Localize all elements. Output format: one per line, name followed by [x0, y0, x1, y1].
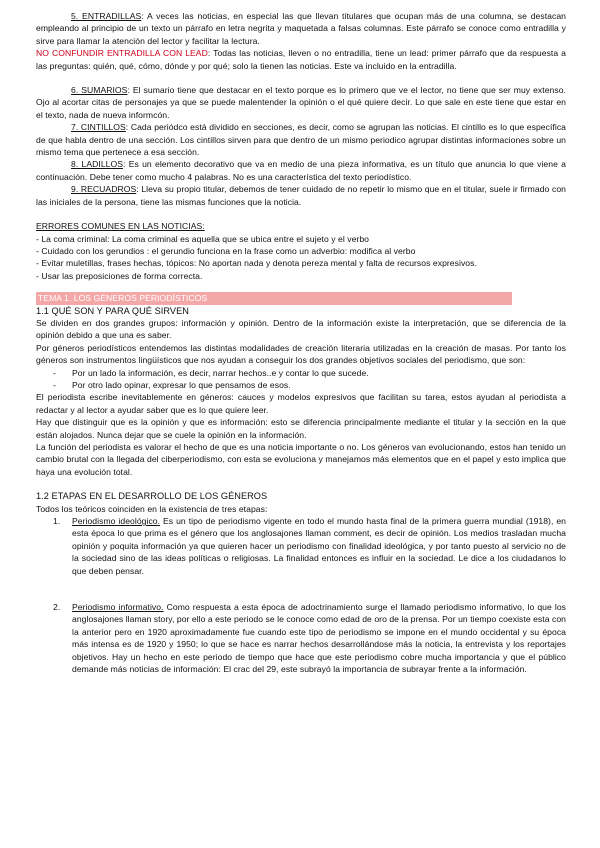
list-item — [36, 601, 566, 675]
errors-item: - Usar las preposiciones de forma correcta. — [36, 270, 203, 281]
list-item — [36, 515, 566, 577]
list-item: - Por un lado la información, es decir, narrar hechos..e y contar lo que sucede. — [36, 367, 566, 379]
item-number: 2. — [53, 602, 61, 613]
section-cintillos — [36, 121, 566, 158]
section-title: 9. RECUADROS — [71, 184, 137, 195]
subheading-1-1: 1.1 QUÉ SON Y PARA QUÉ SIRVEN — [36, 305, 189, 316]
paragraph: Todos los teóricos coinciden en la existencia de tres etapas: — [36, 503, 268, 514]
errors-item: - Cuidado con los gerundios : el gerundio funciona en la frase como un adverbio: modifica al verbo — [36, 245, 416, 256]
item-text: Es un tipo de periodismo vigente en todo el mundo hasta final de la primera guerra mundial (1918), en esta época lo que prima es el género que los anglosajones llaman comment, es decir de opinión. Los medios trasladan mucha opinión y poquita información ya que quieren hacer un periodismo con finalidad ideológica, y por tanto puesto al servicio no de la sociedad sino de las ideas políticas o religiosas. La finalidad entonces es influir en la sociedad. Le dice a los ciudadanos lo que deben pensar. — [72, 516, 567, 576]
stages-list — [36, 515, 566, 675]
subheading-1-2: 1.2 ETAPAS EN EL DESARROLLO DE LOS GÉNEROS — [36, 491, 268, 502]
paragraph: Se dividen en dos grandes grupos: información y opinión. Dentro de la información existe la interpretación, que se diferencia de la opinión debido a que una es saber. — [36, 317, 566, 341]
errors-item: - La coma criminal: La coma criminal es aquella que se ubica entre el sujeto y el verbo — [36, 233, 369, 244]
dash-list — [36, 367, 566, 392]
section-text: : Es un elemento decorativo que va en medio de una pieza informativa, es un título que anuncia lo que viene a continuación. Debe tener como mucho 4 palabras. No es una característica del texto periodístico. — [36, 159, 567, 182]
section-text: : A veces las noticias, en especial las que llevan titulares que ocupan más de una columna, se destacan empleando al principio de un texto un párrafo en letra negrita y maquetada a falsas columnas. Este párrafo se conoce como entradilla y sirve para llamar la atención del lector y facilitar la lectura. — [36, 11, 566, 46]
errors-title: ERRORES COMUNES EN LAS NOTICIAS: — [36, 221, 205, 232]
paragraph: El periodista escribe inevitablemente en géneros: cauces y modelos expresivos que facilitan su tarea, estos ayudan al periodista a redactar y al lector a ayudar saber que es lo que quiere leer. — [36, 392, 566, 415]
section-recuadros — [36, 183, 566, 208]
section-entradillas — [36, 10, 566, 47]
paragraph: Por géneros periodísticos entendemos las distintas modalidades de creación literaria utilizadas en la creación de masas. Por tanto los géneros son instrumentos lingüísticos que nos ayudan a conseguir los dos grandes objetivos sociales del periodismo, que son: — [36, 342, 566, 366]
section-text: : Lleva su propio titular, debemos de tener cuidado de no repetir lo mismo que en el titular, suele ir firmado con las iniciales de la persona, tiene las mismas funciones que la noticia. — [36, 184, 566, 207]
paragraph: Hay que distinguir que es la opinión y que es información: esto se diferencia principalmente mediante el titular y la sección en la que están alojados. Nunca dejar que se cuele la opinión en la información. — [36, 417, 566, 440]
section-title: 7. CINTILLOS — [71, 122, 126, 133]
section-ladillos — [36, 158, 566, 183]
section-text: : Cada periódco está dividido en secciones, es decir, como se agrupan las noticias. El cintillo es lo que específica de que habla dentro de una sección. Los cintillos sirven para que dentro de un mismo periodico agrupar distintas informaciones sobre un mismo tema que pertenece a esa sección. — [36, 122, 566, 158]
chapter-heading-band: TEMA 1. LOS GÉNEROS PERIODÍSTICOS — [36, 292, 512, 304]
warning-paragraph — [36, 47, 566, 72]
section-title: 8. LADILLOS — [71, 159, 124, 170]
section-title: 5. ENTRADILLAS — [71, 11, 142, 21]
section-text: : El sumario tiene que destacar en el texto porque es lo primero que ve el lector, no tiene que ser muy extenso. Ojo al acortar citas de personajes ya que se puede malentender la opinión o el qué quiere decir. Lo que sale en este tiene que estar en el texto, nada de nueva informcón. — [36, 85, 566, 120]
list-item: - Por otro lado opinar, expresar lo que pensamos de esos. — [36, 379, 566, 391]
item-number: 1. — [53, 516, 61, 527]
section-title: 6. SUMARIOS — [71, 85, 128, 96]
item-title: Periodismo informativo. — [72, 602, 164, 613]
section-sumarios — [36, 84, 566, 121]
item-text: Como respuesta a esta época de adoctrinamiento surge el llamado periodismo informativo, lo que los anglosajones llaman story, por ello a este periodo se le conoce como edad de oro de la prensa. Por un tiempo coexiste esta con la anterior pero en 1920 aproximadamente fue cuando este tipo de periodismo se impone en el mundo occidental y su época más intensa es de 1920 y 1950; lo que se hace es narrar hechos desarrollándose más la noticia, la entrevista y los reportajes objetivos. Hay un hecho en este periodo de tiempo que hace que este periodismo cobre mucha importancia y que el público demande más noticias de información: El crac del 29, este subrayó la importancia de subrayar frente a la información. — [72, 602, 567, 675]
paragraph: La función del periodista es valorar el hecho de que es una noticia importante o no. Los géneros van evolucionando, estos han tenido un cambio brutal con la llegada del ciberperiodismo, con esta se evoluciona y manejamos más elementos que en el papel y esto implica que haya una evolución total. — [36, 442, 566, 477]
errors-item: - Evitar muletillas, frases hechas, tópicos: No aportan nada y denota pereza mental y falta de recursos expresivos. — [36, 258, 477, 269]
item-title: Periodismo ideológico. — [72, 516, 161, 527]
warning-text: : Todas las noticias, lleven o no entradilla, tiene un lead: primer párrafo que da respuesta a las preguntas: quién, qué, cómo, dónde y por qué; solo la tienen las noticias. Este va incluido en la entradilla. — [36, 48, 566, 71]
warning-label: NO CONFUNDIR ENTRADILLA CON LEAD — [36, 48, 208, 59]
